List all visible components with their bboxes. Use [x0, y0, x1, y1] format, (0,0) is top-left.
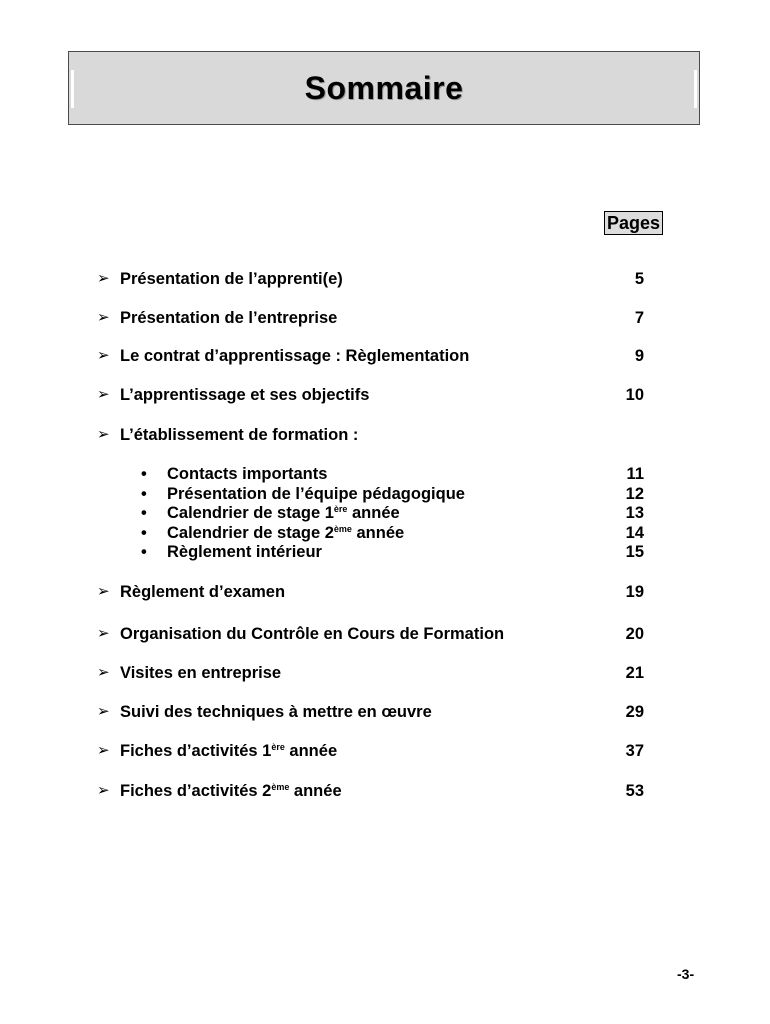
page-title: Sommaire [304, 69, 464, 106]
title-left-bar [71, 70, 74, 108]
arrow-right-icon: ➢ [97, 347, 110, 364]
ordinal-superscript: ème [271, 782, 290, 792]
toc-entry[interactable] [97, 307, 644, 329]
title-right-bar [694, 70, 697, 108]
toc-entry-page: 19 [625, 583, 644, 601]
toc-entry-label: Suivi des techniques à mettre en œuvre [120, 703, 432, 721]
toc-entry-label: Fiches d’activités 2ème année [120, 782, 342, 800]
toc-subentry-page: 13 [625, 504, 644, 522]
toc-entry-label: Règlement d’examen [120, 583, 286, 601]
bullet-icon: • [141, 524, 147, 542]
toc-subentry[interactable] [141, 484, 644, 504]
toc-entry[interactable] [97, 268, 644, 290]
ordinal-superscript: ère [271, 742, 285, 752]
toc-subentry-page: 11 [626, 465, 644, 483]
page-number: -3- [677, 966, 695, 982]
toc-subentry-label: Contacts importants [167, 465, 328, 483]
toc-entry[interactable] [97, 701, 644, 723]
toc-entry-label: Fiches d’activités 1ère année [120, 742, 338, 760]
toc-entry-page: 5 [634, 270, 644, 288]
toc-subentry-label: Règlement intérieur [167, 543, 322, 561]
arrow-right-icon: ➢ [97, 742, 110, 759]
arrow-right-icon: ➢ [97, 309, 110, 326]
toc-entry-page: 7 [634, 309, 644, 327]
toc-entry-label: Présentation de l’entreprise [120, 309, 338, 327]
toc-subentry[interactable] [141, 523, 644, 543]
bullet-icon: • [141, 465, 147, 483]
arrow-right-icon: ➢ [97, 782, 110, 799]
toc-subentry[interactable] [141, 503, 644, 523]
ordinal-superscript: ère [333, 504, 348, 514]
toc-entry[interactable] [97, 740, 644, 762]
toc-entry-label: L’établissement de formation : [120, 426, 359, 444]
toc-entry[interactable] [97, 345, 644, 367]
toc-subentry-page: 15 [625, 543, 644, 561]
toc-entry-label: Organisation du Contrôle en Cours de Formation [120, 625, 505, 643]
arrow-right-icon: ➢ [97, 386, 110, 403]
title-box [68, 51, 700, 125]
toc-entry-page: 20 [625, 625, 644, 643]
arrow-right-icon: ➢ [97, 270, 110, 287]
toc-entry-page: 29 [625, 703, 644, 721]
toc-subentry-label: Calendrier de stage 2ème année [167, 524, 405, 542]
arrow-right-icon: ➢ [97, 625, 110, 642]
pages-column-header: Pages [604, 211, 663, 235]
arrow-right-icon: ➢ [97, 426, 110, 443]
toc-subentry-page: 14 [625, 524, 644, 542]
toc-entry-label: L’apprentissage et ses objectifs [120, 386, 370, 404]
toc-entry-page: 53 [625, 782, 644, 800]
toc-entry[interactable] [97, 384, 644, 406]
arrow-right-icon: ➢ [97, 664, 110, 681]
arrow-right-icon: ➢ [97, 583, 110, 600]
toc-entry[interactable] [97, 581, 644, 603]
toc-entry-page: 9 [634, 347, 644, 365]
toc-subentry-page: 12 [625, 485, 644, 503]
arrow-right-icon: ➢ [97, 703, 110, 720]
toc-entry[interactable] [97, 662, 644, 684]
ordinal-superscript: ème [333, 524, 352, 534]
toc-entry-label: Visites en entreprise [120, 664, 282, 682]
toc-entry-label: Le contrat d’apprentissage : Règlementation [120, 347, 470, 365]
toc-subentry[interactable] [141, 464, 644, 484]
bullet-icon: • [141, 485, 147, 503]
toc-entry[interactable] [97, 424, 644, 446]
toc-entry-label: Présentation de l’apprenti(e) [120, 270, 343, 288]
toc-entry[interactable] [97, 623, 644, 645]
bullet-icon: • [141, 543, 147, 561]
toc-subentry-label: Présentation de l’équipe pédagogique [167, 485, 465, 503]
toc-subentry-label: Calendrier de stage 1ère année [167, 504, 400, 522]
toc-subentry[interactable] [141, 542, 644, 562]
toc-entry-page: 21 [625, 664, 644, 682]
toc-entry[interactable] [97, 780, 644, 802]
toc-entry-page: 10 [625, 386, 644, 404]
toc-entry-page: 37 [625, 742, 644, 760]
bullet-icon: • [141, 504, 147, 522]
